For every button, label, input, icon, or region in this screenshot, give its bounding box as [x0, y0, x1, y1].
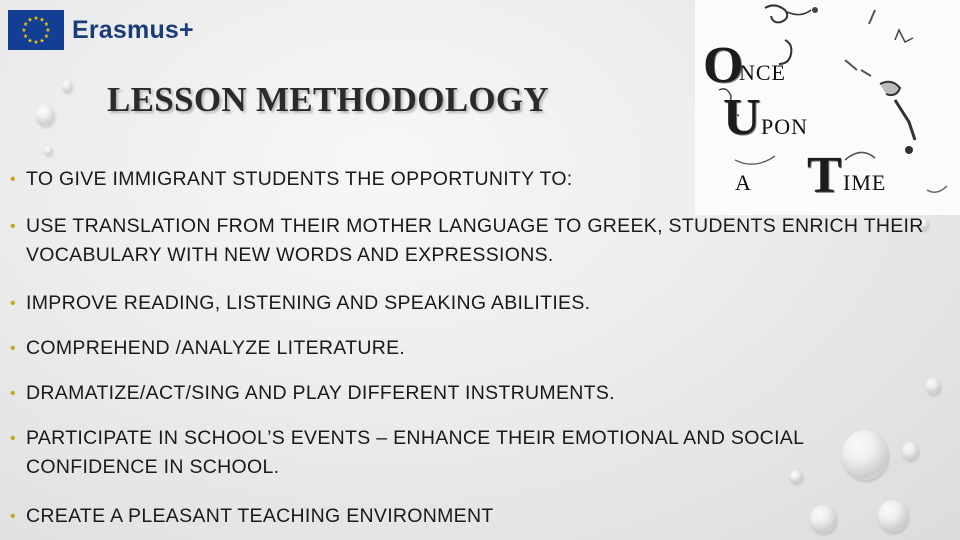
eu-star-icon: ★ — [39, 38, 45, 45]
art-word-a: A — [735, 170, 752, 195]
eu-star-icon: ★ — [22, 22, 29, 28]
art-letter-o: O — [703, 37, 744, 94]
bullet-item — [10, 379, 941, 408]
water-drop-decoration — [36, 104, 54, 126]
bullet-text: USE TRANSLATION FROM THEIR MOTHER LANGUAGE TO GREEK, STUDENTS ENRICH THEIR VOCABULARY WITH NEW WORDS AND EXPRESSIONS. — [26, 215, 924, 266]
bullet-text: DRAMATIZE/ACT/SING AND PLAY DIFFERENT INSTRUMENTS. — [26, 382, 615, 404]
bullet-item — [10, 502, 941, 531]
art-letter-u: U — [723, 89, 761, 146]
water-drop-decoration — [62, 80, 72, 92]
bullet-text: TO GIVE IMMIGRANT STUDENTS THE OPPORTUNITY TO: — [26, 168, 573, 190]
eu-star-icon: ★ — [39, 17, 45, 24]
bullet-text: CREATE A PLEASANT TEACHING ENVIRONMENT — [26, 505, 494, 527]
eu-star-icon: ★ — [27, 17, 33, 24]
eu-star-icon: ★ — [33, 16, 39, 22]
bullet-dot-icon: • — [10, 171, 16, 188]
bullet-item — [10, 334, 941, 363]
eu-star-icon: ★ — [22, 34, 29, 40]
bullet-item — [10, 165, 941, 194]
erasmus-logo — [8, 10, 194, 50]
bullet-item — [10, 424, 941, 482]
eu-flag-icon — [8, 10, 64, 50]
eu-star-icon: ★ — [27, 38, 33, 45]
art-word-ime: IME — [843, 170, 887, 195]
bullet-dot-icon: • — [10, 508, 16, 525]
bullet-text: COMPREHEND /ANALYZE LITERATURE. — [26, 337, 406, 359]
bullet-dot-icon: • — [10, 218, 16, 235]
eu-star-icon: ★ — [21, 28, 27, 34]
bullet-dot-icon: • — [10, 430, 16, 447]
bullet-item — [10, 289, 941, 318]
bullet-dot-icon: • — [10, 385, 16, 402]
logo-text: Erasmus+ — [72, 15, 194, 44]
eu-star-icon: ★ — [45, 28, 51, 34]
eu-star-icon: ★ — [43, 22, 50, 28]
art-word-nce: NCE — [739, 60, 786, 85]
bullet-text: IMPROVE READING, LISTENING AND SPEAKING ABILITIES. — [26, 292, 591, 314]
bullet-dot-icon: • — [10, 340, 16, 357]
water-drop-decoration — [44, 146, 52, 155]
bullet-text: PARTICIPATE IN SCHOOL’S EVENTS – ENHANCE THEIR EMOTIONAL AND SOCIAL CONFIDENCE IN SCHOOL. — [26, 427, 804, 478]
bullet-dot-icon: • — [10, 295, 16, 312]
art-word-pon: PON — [761, 114, 809, 139]
eu-star-icon: ★ — [33, 40, 39, 46]
art-letter-t: T — [807, 147, 842, 204]
bullet-item — [10, 212, 941, 270]
slide-title: LESSON METHODOLOGY — [107, 80, 550, 119]
eu-star-icon: ★ — [43, 34, 50, 40]
